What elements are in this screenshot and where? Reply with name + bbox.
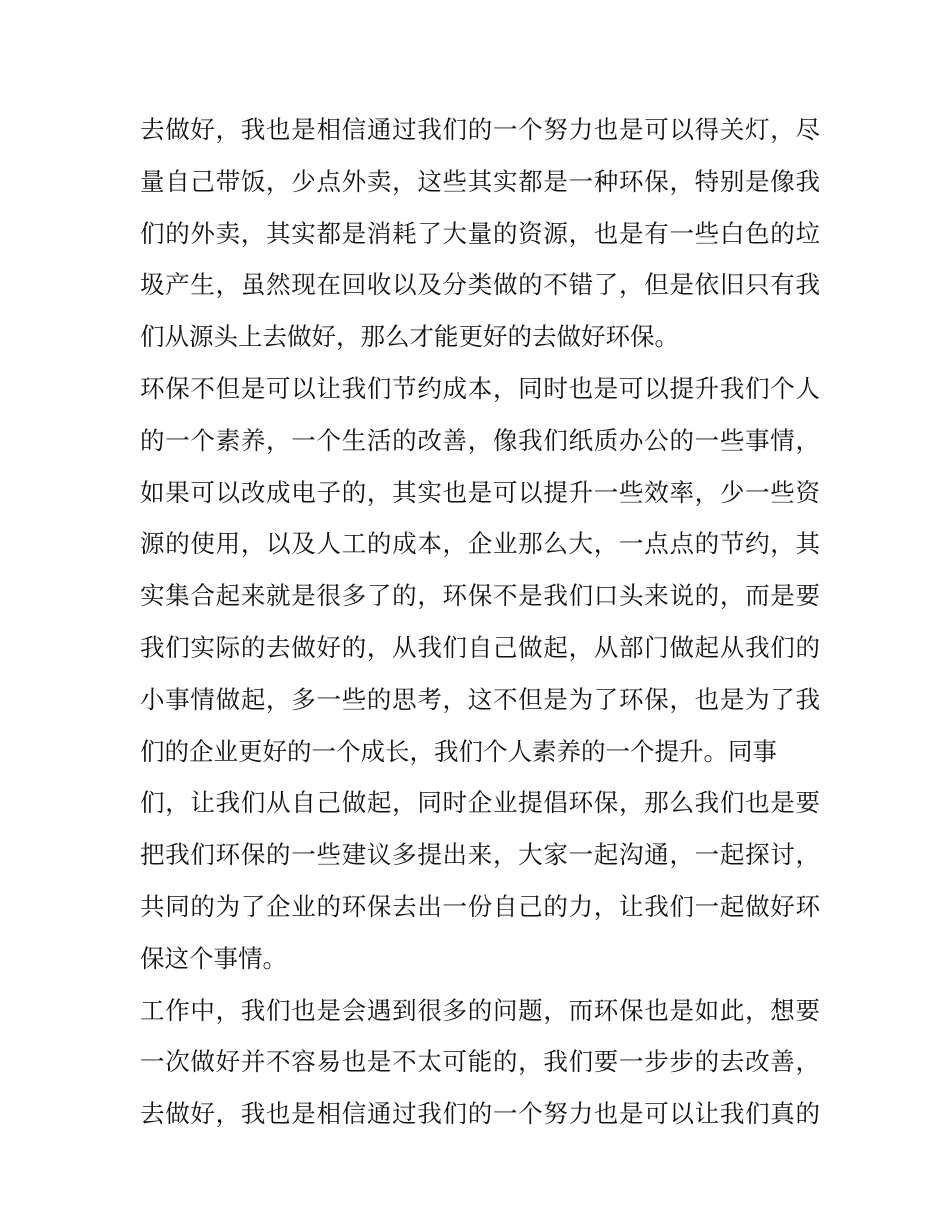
text-line-6: 环保不但是可以让我们节约成本，同时也是可以提升我们个人 — [140, 373, 820, 403]
text-line-14: 们，让我们从自己做起，同时企业提倡环保，那么我们也是要 — [140, 788, 820, 818]
text-line-4: 圾产生，虽然现在回收以及分类做的不错了，但是依旧只有我 — [140, 270, 820, 300]
text-line-9: 源的使用，以及人工的成本，企业那么大，一点点的节约，其 — [140, 529, 820, 559]
text-line-5: 们从源头上去做好，那么才能更好的去做好环保。 — [140, 322, 679, 352]
text-line-19: 一次做好并不容易也是不太可能的，我们要一步步的去改善， — [140, 1047, 820, 1077]
body-text — [140, 104, 820, 1140]
text-line-13: 们的企业更好的一个成长，我们个人素养的一个提升。同事 — [140, 736, 777, 766]
text-line-18: 工作中，我们也是会遇到很多的问题，而环保也是如此，想要 — [140, 995, 820, 1025]
text-line-8: 如果可以改成电子的，其实也是可以提升一些效率，少一些资 — [140, 477, 820, 507]
text-line-20: 去做好，我也是相信通过我们的一个努力也是可以让我们真的 — [140, 1099, 820, 1129]
text-line-16: 共同的为了企业的环保去出一份自己的力，让我们一起做好环 — [140, 891, 820, 921]
text-line-2: 量自己带饭，少点外卖，这些其实都是一种环保，特别是像我 — [140, 166, 820, 196]
text-line-15: 把我们环保的一些建议多提出来，大家一起沟通，一起探讨， — [140, 840, 820, 870]
text-line-7: 的一个素养，一个生活的改善，像我们纸质办公的一些事情， — [140, 425, 820, 455]
text-line-3: 们的外卖，其实都是消耗了大量的资源，也是有一些白色的垃 — [140, 218, 820, 248]
text-line-10: 实集合起来就是很多了的，环保不是我们口头来说的，而是要 — [140, 581, 820, 611]
text-line-12: 小事情做起，多一些的思考，这不但是为了环保，也是为了我 — [140, 684, 820, 714]
text-line-17: 保这个事情。 — [140, 943, 287, 973]
text-line-1: 去做好，我也是相信通过我们的一个努力也是可以得关灯，尽 — [140, 115, 820, 144]
text-line-11: 我们实际的去做好的，从我们自己做起，从部门做起从我们的 — [140, 632, 820, 662]
